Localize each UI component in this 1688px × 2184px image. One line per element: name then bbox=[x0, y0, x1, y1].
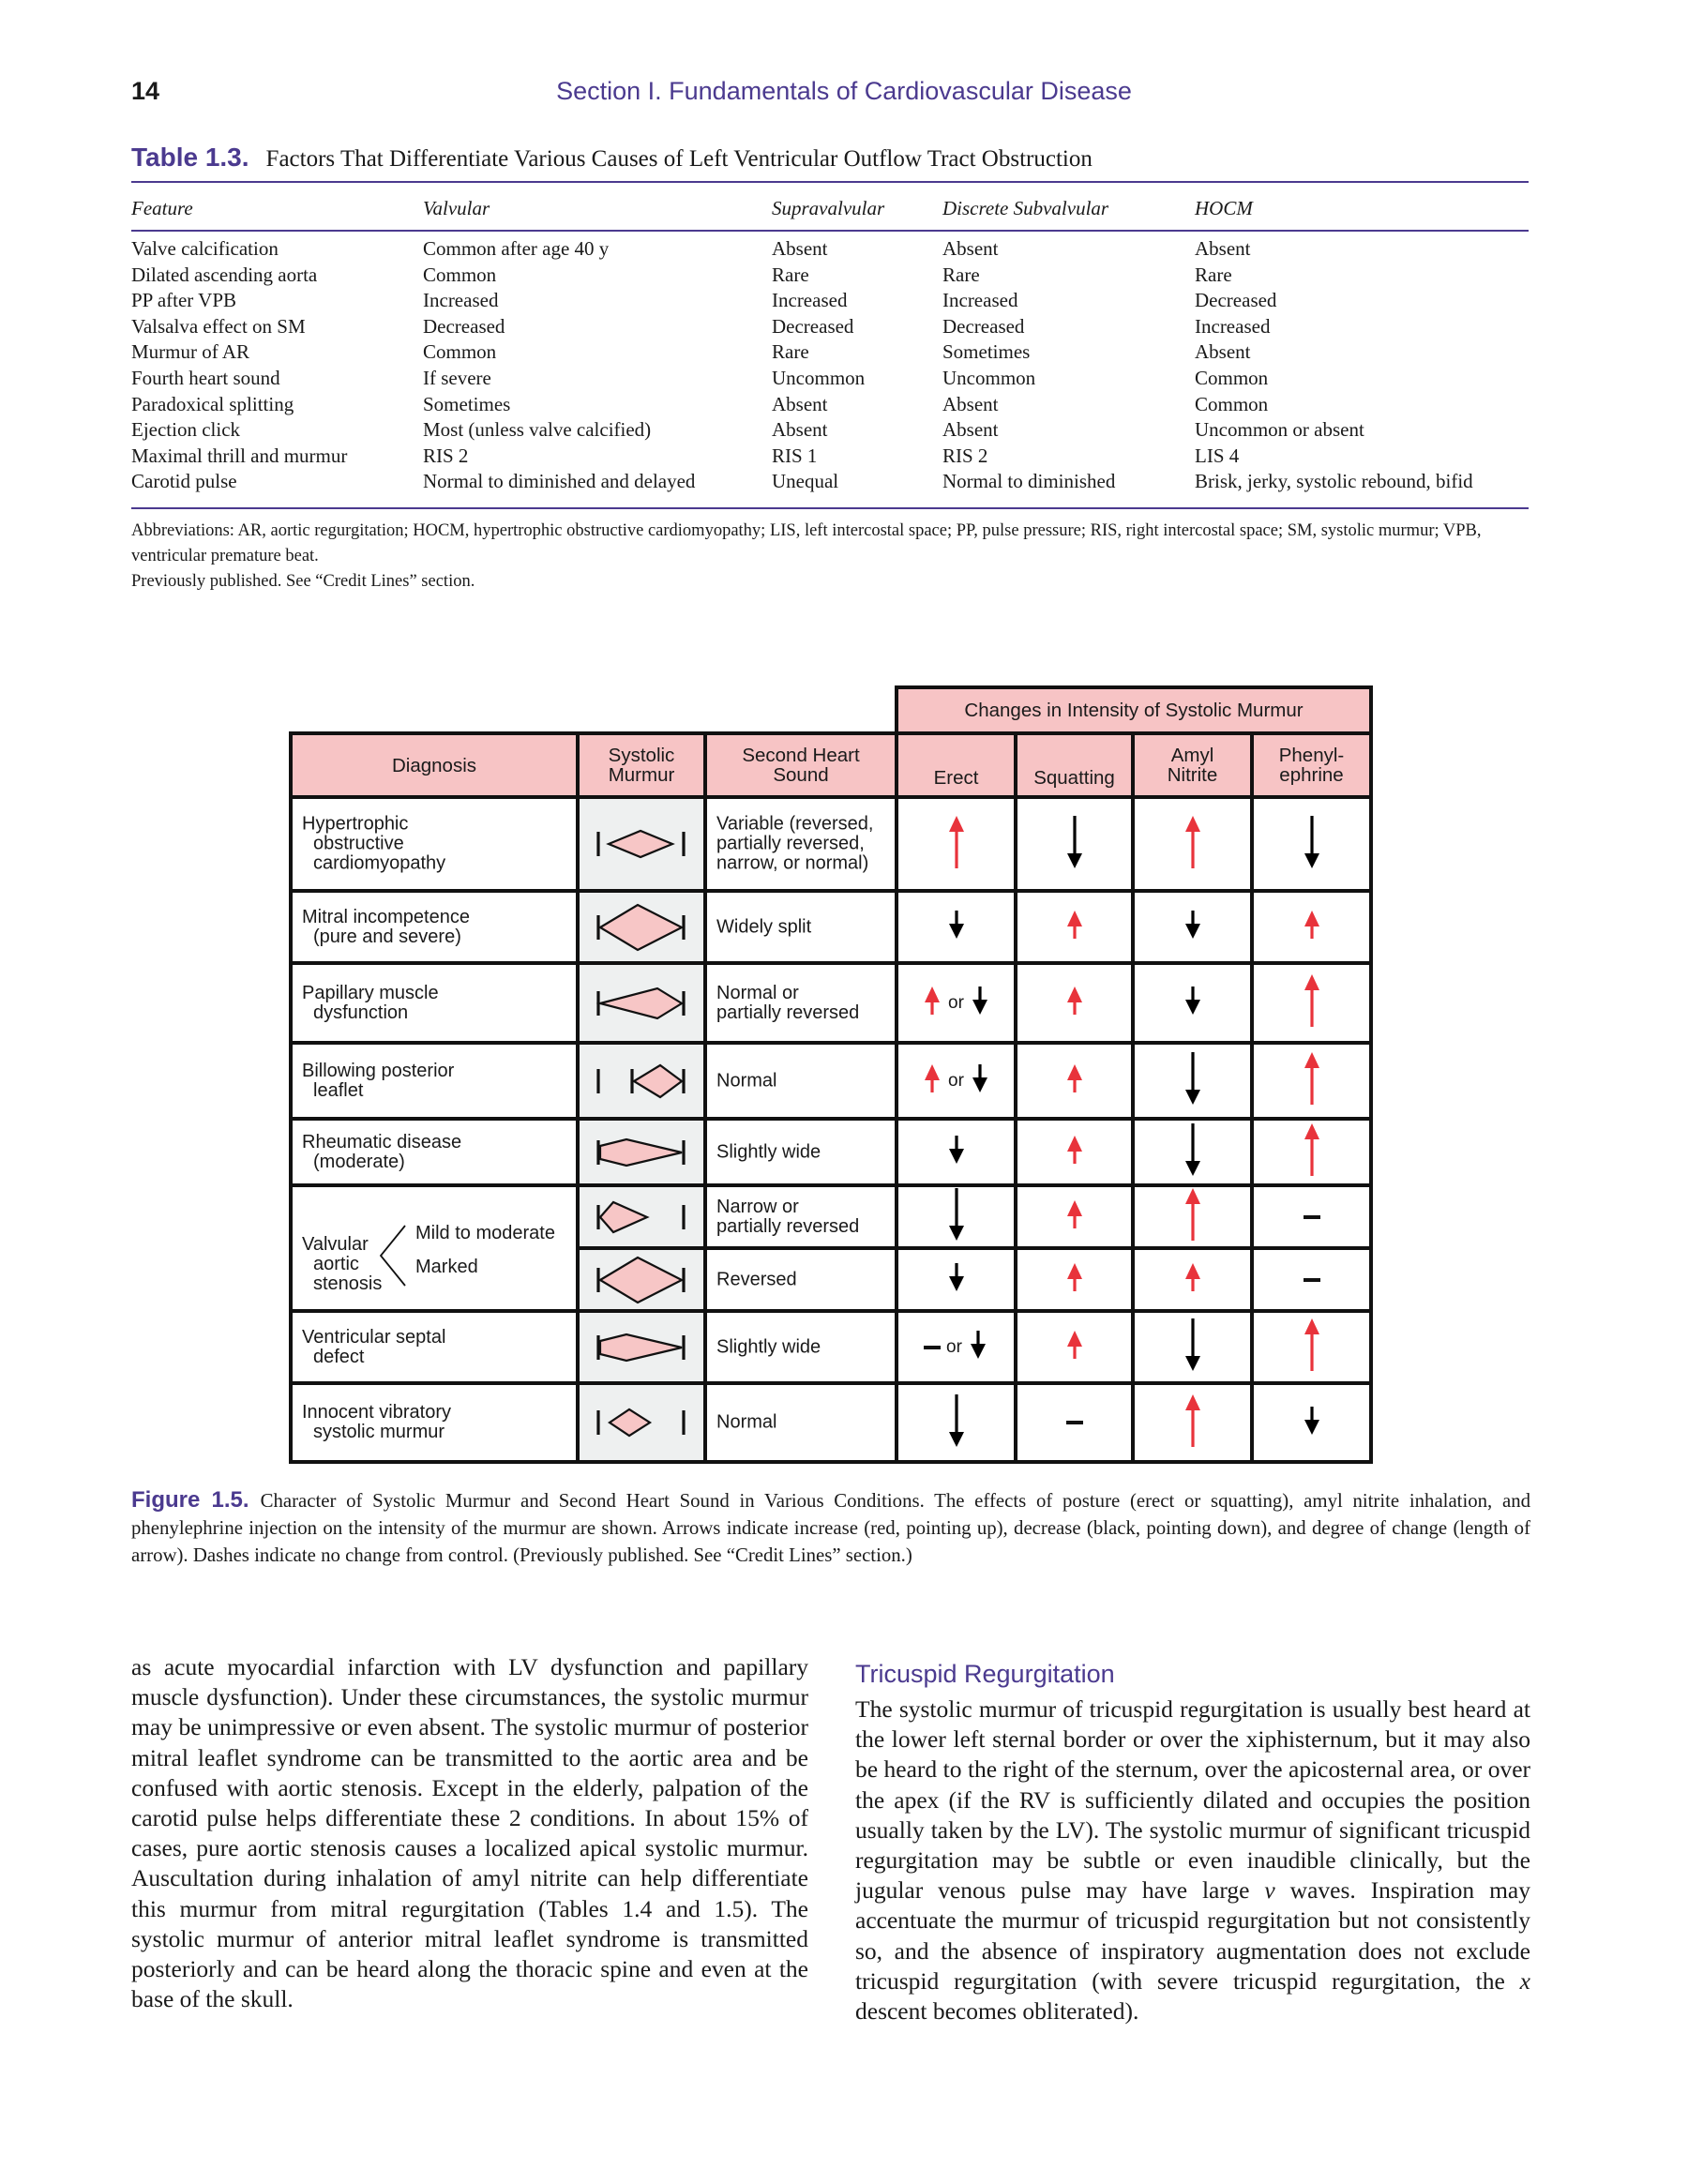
effect-amyl bbox=[1133, 797, 1252, 891]
figure-row bbox=[291, 1248, 1371, 1311]
table-row bbox=[131, 444, 1529, 470]
diagnosis-label bbox=[302, 1328, 445, 1367]
text-line: Slightly wide bbox=[716, 1141, 821, 1162]
value-cell: Increased bbox=[942, 289, 1018, 312]
body-paragraph: as acute myocardial infarction with LV dysfunction and papillary muscle dysfunction). Under these circumstances, the systolic murmur may be unimpressive or even absent. The systolic murmur of posterior mitral leaflet syndrome can be transmitted to the aortic area and be confused with aortic stenosis. Except in the elderly, palpation of the carotid pulse helps differentiate these 2 conditions. In about 15% of cases, pure aortic stenosis causes a localized apical systolic murmur. Auscultation during inhalation of amyl nitrite can help differentiate this murmur from mitral regurgitation (Tables 1.4 and 1.5). The systolic murmur of anterior mitral leaflet syndrome is transmitted posteriorly and can be heard along the thoracic spine and even at the base of the skull. bbox=[131, 1653, 808, 2013]
value-cell: Absent bbox=[942, 418, 999, 442]
text-line: Widely split bbox=[716, 916, 812, 937]
effect-squatting bbox=[1016, 1383, 1133, 1462]
value-cell: RIS 2 bbox=[423, 444, 469, 467]
effect-squatting bbox=[1016, 1185, 1133, 1248]
effect-amyl bbox=[1133, 891, 1252, 963]
figure-label: Figure 1.5. bbox=[131, 1487, 249, 1513]
table-row bbox=[131, 469, 1529, 495]
arrow-up-short-icon bbox=[1064, 1200, 1085, 1233]
value-cell: Decreased bbox=[1195, 289, 1277, 312]
text-line: Innocent vibratory bbox=[302, 1402, 451, 1423]
body-right-column bbox=[855, 1694, 1530, 2026]
figure-row bbox=[291, 891, 1371, 963]
diagnosis-label bbox=[302, 984, 439, 1023]
value-cell: Absent bbox=[1195, 340, 1251, 364]
arrow-up-short-icon bbox=[1064, 1331, 1085, 1363]
value-cell: Uncommon bbox=[772, 366, 866, 389]
arrow-down-short-icon bbox=[1183, 987, 1203, 1019]
arrow-up-short-icon bbox=[1064, 911, 1085, 943]
table-row bbox=[131, 339, 1529, 366]
grid-line bbox=[290, 1041, 1372, 1045]
effect-amyl bbox=[1133, 1248, 1252, 1311]
effect-squatting bbox=[1016, 963, 1133, 1043]
arrow-down-long-icon bbox=[1183, 1052, 1203, 1109]
diagnosis-label bbox=[415, 1258, 478, 1277]
effect-phenyl bbox=[1252, 891, 1371, 963]
arrow-up-long-icon bbox=[1302, 1123, 1322, 1181]
effect-phenyl bbox=[1252, 1043, 1371, 1119]
diagnosis-label bbox=[415, 1224, 555, 1243]
abbreviations-note: Abbreviations: AR, aortic regurgitation; HOCM, hypertrophic obstructive cardiomyopathy; LIS, left intercostal space; PP, pulse pressure; RIS, right intercostal space; SM, systolic murmur; VPB, ventricular premature beat. bbox=[131, 521, 1482, 565]
grid-line bbox=[290, 795, 1372, 799]
arrow-up-short-icon bbox=[922, 1064, 942, 1097]
value-cell: LIS 4 bbox=[1195, 444, 1240, 467]
arrow-down-short-icon bbox=[946, 1136, 967, 1168]
column-header-systolic-murmur bbox=[578, 733, 705, 797]
text-line: Papillary muscle bbox=[302, 982, 439, 1003]
figure-row bbox=[291, 1383, 1371, 1462]
value-cell: Decreased bbox=[772, 314, 854, 338]
arrow-up-short-icon bbox=[1183, 1263, 1203, 1296]
body-left-column bbox=[131, 1652, 808, 2014]
grid-line bbox=[1369, 685, 1373, 735]
value-cell: Decreased bbox=[942, 314, 1025, 338]
value-cell: Absent bbox=[942, 237, 999, 260]
text-line: stenosis bbox=[313, 1273, 383, 1294]
text-line: (pure and severe) bbox=[313, 926, 461, 947]
effect-amyl bbox=[1133, 963, 1252, 1043]
grid-line bbox=[1250, 731, 1254, 1464]
table-header-row bbox=[131, 188, 1529, 229]
effect-squatting bbox=[1016, 1311, 1133, 1383]
value-cell: Common bbox=[1195, 366, 1269, 389]
text-line: Ventricular septal bbox=[302, 1326, 446, 1348]
arrow-down-short-icon bbox=[1183, 911, 1203, 943]
text-line: Amyl bbox=[1170, 745, 1214, 766]
text-line: Hypertrophic bbox=[302, 813, 409, 835]
column-header-second-heart-sound bbox=[705, 733, 897, 797]
murmur-shape-icon bbox=[578, 1248, 705, 1311]
effect-erect bbox=[897, 1311, 1016, 1383]
changes-group-header bbox=[897, 687, 1371, 733]
value-cell: Uncommon bbox=[942, 366, 1036, 389]
value-cell: Increased bbox=[772, 289, 848, 312]
column-header: HOCM bbox=[1195, 196, 1253, 219]
effect-erect bbox=[897, 1119, 1016, 1185]
value-cell: Increased bbox=[423, 289, 499, 312]
column-header-erect bbox=[897, 733, 1016, 797]
effect-erect bbox=[897, 1043, 1016, 1119]
arrow-down-long-icon bbox=[1064, 816, 1085, 873]
header-label: Squatting bbox=[1033, 767, 1115, 789]
value-cell: If severe bbox=[423, 366, 491, 389]
value-cell: Rare bbox=[1195, 263, 1232, 286]
value-cell: Most (unless valve calcified) bbox=[423, 418, 652, 442]
figure-caption bbox=[131, 1486, 1530, 1569]
value-cell: Rare bbox=[772, 340, 809, 364]
arrow-up-long-icon bbox=[1183, 816, 1203, 873]
dash-no-change-icon bbox=[1304, 1215, 1320, 1219]
grid-line bbox=[290, 961, 1372, 965]
value-cell: Absent bbox=[772, 237, 828, 260]
text-line: dysfunction bbox=[313, 1002, 409, 1023]
grid-line bbox=[896, 685, 1372, 689]
text-line: cardiomyopathy bbox=[313, 852, 446, 874]
text-line: partially reversed bbox=[716, 1002, 860, 1023]
diagnosis-label bbox=[302, 815, 445, 874]
column-header-phenylephrine bbox=[1252, 733, 1371, 797]
table-row bbox=[131, 366, 1529, 392]
effect-phenyl bbox=[1252, 1119, 1371, 1185]
arrow-down-short-icon bbox=[946, 911, 967, 943]
text-line: Nitrite bbox=[1167, 764, 1218, 786]
value-cell: RIS 2 bbox=[942, 444, 988, 467]
effect-squatting bbox=[1016, 1043, 1133, 1119]
murmur-shape-icon bbox=[578, 1119, 705, 1185]
grid-line bbox=[289, 731, 293, 1464]
murmur-shape-icon bbox=[578, 1383, 705, 1462]
arrow-up-short-icon bbox=[1302, 911, 1322, 943]
value-cell: Absent bbox=[942, 392, 999, 415]
grid-line bbox=[1131, 731, 1135, 1464]
effect-erect bbox=[897, 1248, 1016, 1311]
dash-no-change-icon bbox=[1066, 1421, 1083, 1424]
figure-row bbox=[291, 1043, 1371, 1119]
murmur-shape-icon bbox=[578, 1043, 705, 1119]
value-cell: Decreased bbox=[423, 314, 505, 338]
murmur-shape-icon bbox=[578, 1311, 705, 1383]
text-line: Valvular bbox=[302, 1234, 369, 1255]
value-cell: Rare bbox=[772, 263, 809, 286]
running-head: Section I. Fundamentals of Cardiovascular Disease bbox=[556, 77, 1132, 105]
effect-phenyl bbox=[1252, 1248, 1371, 1311]
effect-squatting bbox=[1016, 891, 1133, 963]
text-line: Narrow or bbox=[716, 1196, 799, 1217]
value-cell: Brisk, jerky, systolic rebound, bifid bbox=[1195, 470, 1473, 493]
value-cell: Common bbox=[423, 263, 497, 286]
arrow-down-short-icon bbox=[968, 1331, 988, 1363]
feature-cell: Dilated ascending aorta bbox=[131, 263, 318, 286]
arrow-up-long-icon bbox=[1302, 974, 1322, 1032]
value-cell: Common bbox=[1195, 392, 1269, 415]
effect-erect bbox=[897, 1383, 1016, 1462]
group-header-label: Changes in Intensity of Systolic Murmur bbox=[964, 700, 1304, 721]
column-header-diagnosis bbox=[291, 733, 578, 797]
dash-no-change-icon bbox=[1304, 1278, 1320, 1282]
arrow-up-short-icon bbox=[1064, 1136, 1085, 1168]
value-cell: RIS 1 bbox=[772, 444, 818, 467]
arrow-down-long-icon bbox=[946, 1394, 967, 1452]
effect-squatting bbox=[1016, 797, 1133, 891]
arrow-up-short-icon bbox=[1064, 987, 1085, 1019]
diagnosis-label bbox=[302, 1403, 451, 1442]
table-caption: Factors That Differentiate Various Causes of Left Ventricular Outflow Tract Obstruction bbox=[265, 146, 1093, 172]
arrow-down-long-icon bbox=[1183, 1318, 1203, 1376]
table-footnotes bbox=[131, 519, 1538, 595]
text-line: leaflet bbox=[313, 1079, 364, 1101]
text-line: Variable (reversed, bbox=[716, 813, 874, 835]
arrow-up-long-icon bbox=[1302, 1052, 1322, 1109]
second-heart-sound-value bbox=[716, 1413, 776, 1433]
value-cell: Sometimes bbox=[423, 392, 511, 415]
arrow-up-short-icon bbox=[922, 987, 942, 1019]
figure-row bbox=[291, 1119, 1371, 1185]
grid-line bbox=[290, 1381, 1372, 1385]
body-paragraph: The systolic murmur of tricuspid regurgitation is usually best heard at the lower left sternal border or over the xiphisternum, but it may also be heard to the right of the sternum, over the apicosternal area, or over the apex (if the RV is sufficiently dilated and occupies the position usually taken by the LV). The systolic murmur of significant tricuspid regurgitation may be subtle or even inaudible clinically, but the jugular venous pulse may have large v waves. Inspiration may accentuate the murmur of tricuspid regurgitation but not consistently so, and the absence of inspiratory augmentation does not exclude tricuspid regurgitation (with severe tricuspid regurgitation, the x descent becomes obliterated). bbox=[855, 1695, 1530, 2026]
text-line: Marked bbox=[415, 1257, 478, 1277]
arrow-up-long-icon bbox=[1183, 1188, 1203, 1245]
arrow-up-short-icon bbox=[1064, 1263, 1085, 1296]
second-heart-sound-value bbox=[716, 1337, 821, 1357]
column-header: Discrete Subvalvular bbox=[942, 196, 1109, 219]
feature-cell: Murmur of AR bbox=[131, 340, 249, 364]
second-heart-sound-value bbox=[716, 984, 859, 1023]
figure-caption-text: Character of Systolic Murmur and Second Heart Sound in Various Conditions. The effects of posture (erect or squatting), amyl nitrite inhalation, and phenylephrine injection on the intensity of the murmur are shown. Arrows indicate increase (red, pointing up), decrease (black, pointing down), and degree of change (length of arrow). Dashes indicate no change from control. (Previously published. See “Credit Lines” section.) bbox=[131, 1490, 1530, 1566]
table-row bbox=[131, 229, 1529, 263]
text-line: Mild to moderate bbox=[415, 1223, 555, 1243]
or-label: or bbox=[948, 1070, 964, 1091]
grid-line bbox=[895, 731, 898, 1464]
arrow-down-short-icon bbox=[970, 1064, 990, 1097]
effect-phenyl bbox=[1252, 1311, 1371, 1383]
header-label: Diagnosis bbox=[391, 754, 477, 776]
text-line: narrow, or normal) bbox=[716, 852, 869, 874]
text-line: Billowing posterior bbox=[302, 1060, 455, 1081]
feature-cell: PP after VPB bbox=[131, 289, 237, 312]
arrow-up-long-icon bbox=[946, 816, 967, 873]
feature-cell: Valve calcification bbox=[131, 237, 279, 260]
section-heading: Tricuspid Regurgitation bbox=[855, 1660, 1115, 1688]
feature-cell: Maximal thrill and murmur bbox=[131, 444, 348, 467]
column-header: Supravalvular bbox=[772, 196, 885, 219]
text-line: (moderate) bbox=[313, 1151, 405, 1172]
effect-squatting bbox=[1016, 1119, 1133, 1185]
value-cell: Unequal bbox=[772, 470, 839, 493]
grid-line bbox=[290, 1309, 1372, 1313]
table-title bbox=[131, 143, 1093, 173]
value-cell: Normal to diminished and delayed bbox=[423, 470, 696, 493]
grid-line bbox=[703, 731, 707, 1464]
grid-line bbox=[290, 1460, 1372, 1464]
effect-phenyl bbox=[1252, 1185, 1371, 1248]
arrow-up-short-icon bbox=[1064, 1064, 1085, 1097]
text-line: Normal bbox=[716, 1070, 777, 1091]
murmur-shape-icon bbox=[578, 1185, 705, 1248]
text-line: Sound bbox=[773, 764, 829, 786]
grid-line bbox=[290, 889, 1372, 893]
arrow-down-long-icon bbox=[1183, 1123, 1203, 1181]
feature-cell: Carotid pulse bbox=[131, 470, 237, 493]
column-header-squatting bbox=[1016, 733, 1133, 797]
feature-cell: Paradoxical splitting bbox=[131, 392, 294, 415]
table-row bbox=[131, 314, 1529, 340]
text-line: defect bbox=[313, 1346, 365, 1367]
effect-amyl bbox=[1133, 1383, 1252, 1462]
text-line: aortic bbox=[313, 1254, 359, 1274]
text-line: systolic murmur bbox=[313, 1422, 445, 1442]
value-cell: Sometimes bbox=[942, 340, 1031, 364]
effect-amyl bbox=[1133, 1185, 1252, 1248]
effect-amyl bbox=[1133, 1311, 1252, 1383]
arrow-down-short-icon bbox=[970, 987, 990, 1019]
grid-line bbox=[895, 685, 898, 735]
text-line: partially reversed, bbox=[716, 833, 865, 854]
text-line: Normal bbox=[716, 1411, 777, 1433]
diagnosis-label bbox=[302, 908, 470, 947]
table-bottom-rule bbox=[131, 507, 1529, 509]
value-cell: Rare bbox=[942, 263, 980, 286]
effect-erect bbox=[897, 797, 1016, 891]
column-header: Feature bbox=[131, 196, 193, 219]
value-cell: Common after age 40 y bbox=[423, 237, 610, 260]
or-label: or bbox=[948, 992, 964, 1013]
dash-no-change-icon bbox=[924, 1346, 941, 1349]
text-line: Murmur bbox=[608, 764, 675, 786]
arrow-down-short-icon bbox=[946, 1263, 967, 1296]
value-cell: Increased bbox=[1195, 314, 1271, 338]
text-line: ephrine bbox=[1279, 764, 1344, 786]
value-cell: Absent bbox=[772, 418, 828, 442]
feature-cell: Valsalva effect on SM bbox=[131, 314, 306, 338]
page-number: 14 bbox=[131, 77, 160, 105]
text-line: Rheumatic disease bbox=[302, 1131, 462, 1152]
value-cell: Normal to diminished bbox=[942, 470, 1116, 493]
text-line: Second Heart bbox=[742, 745, 860, 766]
text-line: partially reversed bbox=[716, 1215, 860, 1237]
column-header: Valvular bbox=[423, 196, 490, 219]
value-cell: Absent bbox=[772, 392, 828, 415]
value-cell: Absent bbox=[1195, 237, 1251, 260]
column-header-amyl-nitrite bbox=[1133, 733, 1252, 797]
second-heart-sound-value bbox=[716, 815, 873, 874]
effect-squatting bbox=[1016, 1248, 1133, 1311]
murmur-shape-icon bbox=[578, 797, 705, 891]
text-line: Mitral incompetence bbox=[302, 906, 470, 927]
table-row bbox=[131, 288, 1529, 314]
figure-row bbox=[291, 1311, 1371, 1383]
grid-line bbox=[290, 731, 1372, 735]
arrow-down-long-icon bbox=[1302, 816, 1322, 873]
second-heart-sound-value bbox=[716, 1142, 821, 1162]
arrow-up-long-icon bbox=[1183, 1394, 1203, 1452]
effect-phenyl bbox=[1252, 963, 1371, 1043]
second-heart-sound-value bbox=[716, 1270, 797, 1289]
text-line: Normal or bbox=[716, 982, 799, 1003]
arrow-up-long-icon bbox=[1302, 1318, 1322, 1376]
text-line: Reversed bbox=[716, 1269, 797, 1289]
factors-table bbox=[131, 188, 1529, 495]
murmur-shape-icon bbox=[578, 963, 705, 1043]
text-line: Slightly wide bbox=[716, 1336, 821, 1357]
murmur-shape-icon bbox=[578, 891, 705, 963]
header-label: Erect bbox=[933, 767, 979, 789]
effect-phenyl bbox=[1252, 1383, 1371, 1462]
text-line: obstructive bbox=[313, 833, 404, 854]
feature-cell: Fourth heart sound bbox=[131, 366, 280, 389]
grid-line bbox=[1369, 731, 1373, 1464]
or-label: or bbox=[946, 1336, 962, 1357]
value-cell: Common bbox=[423, 340, 497, 364]
table-row bbox=[131, 417, 1529, 444]
effect-phenyl bbox=[1252, 797, 1371, 891]
grid-line bbox=[290, 1183, 1372, 1187]
text-line: Phenyl- bbox=[1278, 745, 1345, 766]
diagnosis-label bbox=[302, 1133, 461, 1172]
second-heart-sound-value bbox=[716, 1071, 776, 1091]
effect-erect bbox=[897, 1185, 1016, 1248]
feature-cell: Ejection click bbox=[131, 418, 241, 442]
figure-murmur-chart bbox=[291, 687, 1372, 1464]
grid-line bbox=[290, 1117, 1372, 1121]
credit-note: Previously published. See “Credit Lines” section. bbox=[131, 572, 475, 591]
grid-line bbox=[1014, 731, 1017, 1464]
grid-line bbox=[576, 731, 580, 1464]
figure-row bbox=[291, 797, 1371, 891]
text-line: Systolic bbox=[608, 745, 675, 766]
table-row bbox=[131, 263, 1529, 289]
effect-erect bbox=[897, 891, 1016, 963]
table-label: Table 1.3. bbox=[131, 143, 249, 172]
effect-erect bbox=[897, 963, 1016, 1043]
effect-amyl bbox=[1133, 1119, 1252, 1185]
arrow-down-long-icon bbox=[946, 1188, 967, 1245]
diagnosis-label bbox=[302, 1062, 454, 1101]
effect-amyl bbox=[1133, 1043, 1252, 1119]
value-cell: Uncommon or absent bbox=[1195, 418, 1364, 442]
table-row bbox=[131, 392, 1529, 418]
figure-row bbox=[291, 963, 1371, 1043]
second-heart-sound-value bbox=[716, 1197, 859, 1237]
arrow-down-short-icon bbox=[1302, 1407, 1322, 1439]
table-top-rule bbox=[131, 181, 1529, 183]
second-heart-sound-value bbox=[716, 917, 811, 937]
